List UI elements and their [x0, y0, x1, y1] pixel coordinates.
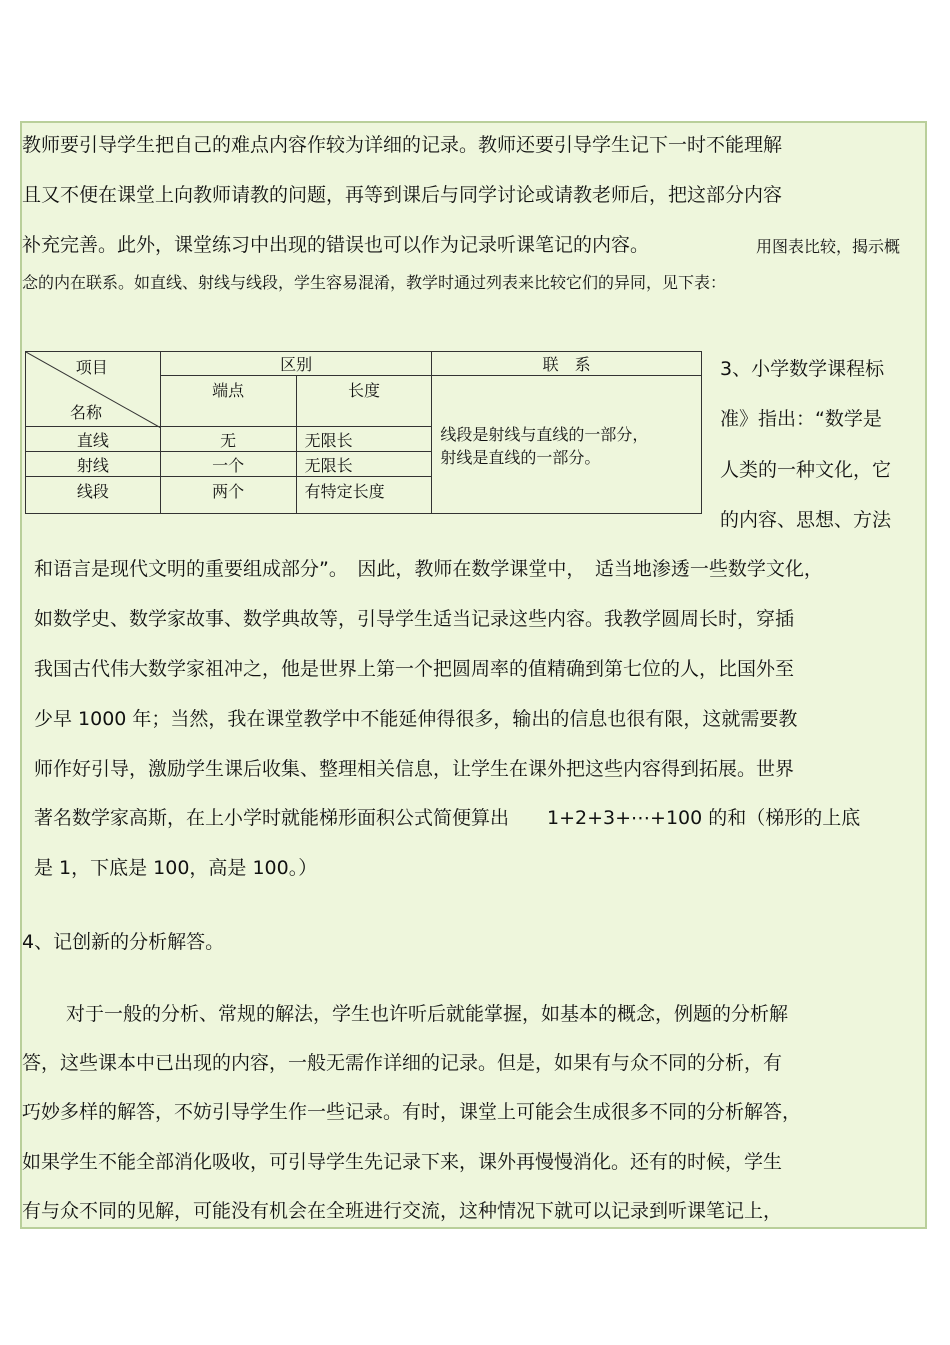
para3-line-1: 对于一般的分析、常规的解法，学生也许听后就能掌握，如基本的概念，例题的分析解	[66, 1003, 789, 1025]
para2-line-6: 著名数学家高斯，在上小学时就能梯形面积公式简便算出 1+2+3+⋯+100 的和（梯形的上底	[34, 807, 861, 829]
para1-line-4: 念的内在联系。如直线、射线与线段，学生容易混淆，教学时通过列表来比较它们的异同，见下表：	[22, 273, 727, 292]
para1-line-2: 且又不便在课堂上向教师请教的问题，再等到课后与同学讨论或请教老师后，把这部分内容	[22, 184, 783, 206]
header-diff: 区别	[160, 352, 432, 376]
subheader-endpoint: 端点	[160, 376, 296, 427]
row-length: 无限长	[296, 427, 432, 452]
row-endpoint: 一个	[160, 452, 296, 477]
header-link: 联 系	[432, 352, 702, 376]
side-line-2: 准》指出：“数学是	[720, 408, 882, 430]
link-cell	[432, 376, 702, 514]
para1-line-3: 补充完善。此外，课堂练习中出现的错误也可以作为记录听课笔记的内容。	[22, 234, 650, 256]
para3-line-2: 答，这些课本中已出现的内容，一般无需作详细的记录。但是，如果有与众不同的分析，有	[22, 1052, 783, 1074]
row-name: 直线	[26, 427, 161, 452]
side-line-4: 的内容、思想、方法	[720, 509, 892, 531]
row-length: 有特定长度	[296, 477, 432, 514]
header-name-label: 名称	[70, 403, 103, 422]
para3-line-4: 如果学生不能全部消化吸收，可引导学生先记录下来，课外再慢慢消化。还有的时候，学生	[22, 1151, 783, 1173]
para3-line-3: 巧妙多样的解答，不妨引导学生作一些记录。有时，课堂上可能会生成很多不同的分析解答，	[22, 1101, 802, 1123]
para2-line-1: 和语言是现代文明的重要组成部分”。 因此，教师在数学课堂中， 适当地渗透一些数学文化，	[34, 558, 823, 580]
side-line-3: 人类的一种文化，它	[720, 459, 892, 481]
side-line-1: 3、小学数学课程标	[720, 358, 885, 380]
para2-line-4: 少早 1000 年；当然，我在课堂教学中不能延伸得很多，输出的信息也很有限，这就需要教	[34, 708, 798, 730]
para1-line-3b: 用图表比较，揭示概	[756, 237, 901, 256]
link-text-2: 射线是直线的一部分。	[440, 447, 601, 467]
comparison-table	[25, 351, 702, 514]
link-text-1: 线段是射线与直线的一部分，	[440, 424, 649, 444]
row-endpoint: 两个	[160, 477, 296, 514]
para3-line-5: 有与众不同的见解，可能没有机会在全班进行交流，这种情况下就可以记录到听课笔记上，	[22, 1200, 783, 1222]
header-diagonal-cell	[26, 352, 161, 427]
row-endpoint: 无	[160, 427, 296, 452]
subheader-length: 长度	[296, 376, 432, 427]
section-heading-4: 4、记创新的分析解答。	[22, 931, 225, 953]
row-name: 线段	[26, 477, 161, 514]
para2-line-3: 我国古代伟大数学家祖冲之，他是世界上第一个把圆周率的值精确到第七位的人，比国外至	[34, 658, 795, 680]
row-name: 射线	[26, 452, 161, 477]
para2-line-7: 是 1，下底是 100，高是 100。）	[34, 857, 318, 879]
para2-line-2: 如数学史、数学家故事、数学典故等，引导学生适当记录这些内容。我教学圆周长时，穿插	[34, 608, 795, 630]
row-length: 无限长	[296, 452, 432, 477]
para2-line-5: 师作好引导，激励学生课后收集、整理相关信息，让学生在课外把这些内容得到拓展。世界	[34, 758, 795, 780]
para1-line-1: 教师要引导学生把自己的难点内容作较为详细的记录。教师还要引导学生记下一时不能理解	[22, 134, 783, 156]
header-item-label: 项目	[75, 358, 108, 377]
